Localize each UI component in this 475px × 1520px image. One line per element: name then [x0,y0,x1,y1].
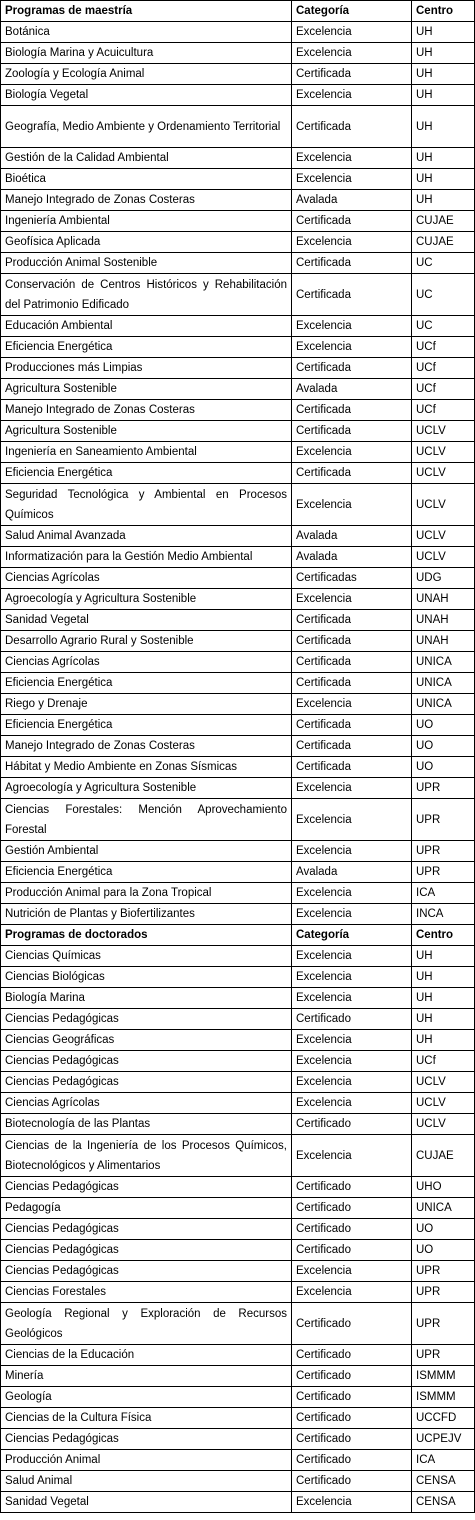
program-cell: Nutrición de Plantas y Biofertilizantes [1,904,292,925]
center-cell: UPR [412,1345,475,1366]
doctorates-header-row [1,925,475,946]
program-cell: Geología Regional y Exploración de Recursos Geológicos [1,1303,292,1345]
category-cell: Certificada [292,211,412,232]
category-cell: Certificado [292,1366,412,1387]
program-cell: Ciencias Forestales [1,1282,292,1303]
category-cell: Certificado [292,1429,412,1450]
category-cell: Excelencia [292,85,412,106]
center-cell: UCLV [412,547,475,568]
center-cell: UPR [412,862,475,883]
center-cell: UCLV [412,526,475,547]
program-cell: Producciones más Limpias [1,358,292,379]
center-cell: UH [412,64,475,85]
table-row [1,1429,475,1450]
table-row [1,1366,475,1387]
program-cell: Eficiencia Energética [1,673,292,694]
program-cell: Producción Animal [1,1450,292,1471]
program-cell: Manejo Integrado de Zonas Costeras [1,190,292,211]
category-cell: Certificada [292,64,412,85]
category-cell: Excelencia [292,988,412,1009]
center-cell: UC [412,316,475,337]
center-cell: UNAH [412,610,475,631]
center-cell: UCf [412,400,475,421]
table-row [1,211,475,232]
category-cell: Certificada [292,358,412,379]
program-cell: Sanidad Vegetal [1,1492,292,1513]
center-cell: UNICA [412,1198,475,1219]
table-row [1,1051,475,1072]
table-row [1,1303,475,1345]
table-row [1,694,475,715]
category-cell: Certificada [292,757,412,778]
program-cell: Geografía, Medio Ambiente y Ordenamiento Territorial [1,106,292,148]
category-cell: Avalada [292,547,412,568]
category-cell: Excelencia [292,442,412,463]
table-row [1,841,475,862]
table-row [1,421,475,442]
category-cell: Excelencia [292,904,412,925]
table-row [1,1345,475,1366]
center-cell: ISMMM [412,1387,475,1408]
program-cell: Minería [1,1366,292,1387]
program-cell: Ciencias Pedagógicas [1,1072,292,1093]
center-cell: UPR [412,799,475,841]
category-cell: Certificada [292,715,412,736]
program-cell: Educación Ambiental [1,316,292,337]
program-cell: Ciencias Agrícolas [1,568,292,589]
program-column-header: Programas de maestría [1,1,292,22]
program-cell: Botánica [1,22,292,43]
category-cell: Excelencia [292,316,412,337]
program-cell: Ciencias Biológicas [1,967,292,988]
category-cell: Certificado [292,1240,412,1261]
table-row [1,1261,475,1282]
center-cell: UNAH [412,589,475,610]
program-cell: Eficiencia Energética [1,862,292,883]
table-row [1,400,475,421]
center-cell: UO [412,736,475,757]
program-cell: Ciencias Forestales: Mención Aprovechamiento Forestal [1,799,292,841]
category-cell: Excelencia [292,589,412,610]
center-cell: UNICA [412,652,475,673]
center-cell: UH [412,190,475,211]
table-row [1,1009,475,1030]
category-cell: Certificado [292,1345,412,1366]
category-cell: Excelencia [292,967,412,988]
program-cell: Zoología y Ecología Animal [1,64,292,85]
category-cell: Certificada [292,253,412,274]
center-cell: UNICA [412,694,475,715]
center-cell: UDG [412,568,475,589]
table-row [1,1240,475,1261]
category-cell: Avalada [292,862,412,883]
table-row [1,169,475,190]
program-cell: Biología Vegetal [1,85,292,106]
category-cell: Excelencia [292,43,412,64]
center-cell: UCPEJV [412,1429,475,1450]
center-cell: CENSA [412,1471,475,1492]
category-cell: Certificado [292,1177,412,1198]
table-row [1,43,475,64]
center-cell: ICA [412,1450,475,1471]
program-cell: Ciencias de la Educación [1,1345,292,1366]
category-cell: Excelencia [292,1492,412,1513]
table-row [1,736,475,757]
category-column-header: Categoría [292,1,412,22]
table-row [1,64,475,85]
center-column-header: Centro [412,925,475,946]
category-cell: Certificado [292,1198,412,1219]
program-cell: Ciencias Pedagógicas [1,1009,292,1030]
program-cell: Ciencias Pedagógicas [1,1261,292,1282]
table-row [1,568,475,589]
table-row [1,1177,475,1198]
program-cell: Biología Marina y Acuicultura [1,43,292,64]
program-cell: Sanidad Vegetal [1,610,292,631]
center-cell: UH [412,85,475,106]
program-cell: Seguridad Tecnológica y Ambiental en Procesos Químicos [1,484,292,526]
table-row [1,379,475,400]
category-cell: Certificada [292,400,412,421]
center-cell: INCA [412,904,475,925]
category-cell: Certificado [292,1009,412,1030]
category-cell: Excelencia [292,778,412,799]
program-cell: Ciencias Agrícolas [1,1093,292,1114]
program-cell: Conservación de Centros Históricos y Rehabilitación del Patrimonio Edificado [1,274,292,316]
center-cell: UH [412,106,475,148]
category-cell: Excelencia [292,232,412,253]
table-row [1,1450,475,1471]
table-row [1,316,475,337]
table-row [1,1093,475,1114]
category-cell: Certificado [292,1219,412,1240]
program-cell: Ciencias Pedagógicas [1,1429,292,1450]
center-cell: UCf [412,358,475,379]
center-cell: UO [412,1240,475,1261]
table-row [1,883,475,904]
category-cell: Excelencia [292,148,412,169]
table-row [1,1492,475,1513]
center-cell: ICA [412,883,475,904]
center-cell: CUJAE [412,232,475,253]
programs-table-body [1,1,475,1513]
category-cell: Excelencia [292,883,412,904]
program-cell: Ciencias Pedagógicas [1,1177,292,1198]
table-row [1,547,475,568]
center-cell: CUJAE [412,211,475,232]
table-row [1,358,475,379]
table-row [1,904,475,925]
category-cell: Excelencia [292,484,412,526]
category-cell: Certificado [292,1471,412,1492]
table-row [1,610,475,631]
program-cell: Ciencias Geográficas [1,1030,292,1051]
table-row [1,148,475,169]
category-cell: Avalada [292,190,412,211]
center-cell: UH [412,1030,475,1051]
program-cell: Agricultura Sostenible [1,379,292,400]
program-cell: Producción Animal para la Zona Tropical [1,883,292,904]
program-cell: Ingeniería en Saneamiento Ambiental [1,442,292,463]
center-cell: UCf [412,1051,475,1072]
center-cell: UCLV [412,484,475,526]
program-cell: Ciencias de la Cultura Física [1,1408,292,1429]
center-cell: UCLV [412,442,475,463]
program-cell: Hábitat y Medio Ambiente en Zonas Sísmicas [1,757,292,778]
table-row [1,190,475,211]
category-cell: Certificado [292,1408,412,1429]
program-cell: Eficiencia Energética [1,337,292,358]
category-column-header: Categoría [292,925,412,946]
center-cell: UO [412,757,475,778]
program-cell: Eficiencia Energética [1,463,292,484]
table-row [1,1219,475,1240]
table-row [1,1072,475,1093]
table-row [1,22,475,43]
table-row [1,988,475,1009]
category-cell: Excelencia [292,1261,412,1282]
program-cell: Manejo Integrado de Zonas Costeras [1,736,292,757]
program-cell: Desarrollo Agrario Rural y Sostenible [1,631,292,652]
program-cell: Ciencias Pedagógicas [1,1240,292,1261]
center-cell: UCf [412,379,475,400]
category-cell: Excelencia [292,694,412,715]
category-cell: Excelencia [292,169,412,190]
category-cell: Avalada [292,526,412,547]
category-cell: Excelencia [292,1030,412,1051]
table-row [1,862,475,883]
program-cell: Ciencias Químicas [1,946,292,967]
category-cell: Excelencia [292,1135,412,1177]
table-row [1,274,475,316]
table-row [1,1135,475,1177]
table-row [1,946,475,967]
program-cell: Manejo Integrado de Zonas Costeras [1,400,292,421]
category-cell: Certificado [292,1114,412,1135]
program-cell: Salud Animal Avanzada [1,526,292,547]
center-cell: UH [412,43,475,64]
category-cell: Certificada [292,652,412,673]
table-row [1,631,475,652]
program-cell: Pedagogía [1,1198,292,1219]
category-cell: Certificado [292,1303,412,1345]
table-row [1,673,475,694]
center-cell: UCLV [412,421,475,442]
program-cell: Eficiencia Energética [1,715,292,736]
center-cell: UNAH [412,631,475,652]
category-cell: Certificada [292,463,412,484]
program-cell: Agricultura Sostenible [1,421,292,442]
table-row [1,463,475,484]
program-cell: Riego y Drenaje [1,694,292,715]
category-cell: Certificada [292,610,412,631]
center-cell: UCLV [412,1072,475,1093]
table-row [1,652,475,673]
center-cell: UCf [412,337,475,358]
program-cell: Salud Animal [1,1471,292,1492]
center-cell: UNICA [412,673,475,694]
category-cell: Excelencia [292,1282,412,1303]
table-row [1,1198,475,1219]
center-cell: UCLV [412,463,475,484]
category-cell: Excelencia [292,946,412,967]
program-cell: Ciencias Agrícolas [1,652,292,673]
category-cell: Excelencia [292,841,412,862]
table-row [1,757,475,778]
center-cell: UH [412,22,475,43]
category-cell: Certificada [292,421,412,442]
program-cell: Gestión de la Calidad Ambiental [1,148,292,169]
category-cell: Certificado [292,1450,412,1471]
category-cell: Certificada [292,274,412,316]
category-cell: Excelencia [292,1093,412,1114]
center-cell: UPR [412,1261,475,1282]
center-cell: UH [412,946,475,967]
center-cell: CENSA [412,1492,475,1513]
center-cell: UH [412,169,475,190]
center-cell: UH [412,967,475,988]
table-row [1,337,475,358]
center-cell: UH [412,1009,475,1030]
category-cell: Excelencia [292,1051,412,1072]
center-cell: UPR [412,1303,475,1345]
category-cell: Certificada [292,736,412,757]
table-row [1,232,475,253]
table-row [1,1030,475,1051]
table-row [1,799,475,841]
program-cell: Bioética [1,169,292,190]
center-cell: UO [412,715,475,736]
category-cell: Avalada [292,379,412,400]
program-cell: Geología [1,1387,292,1408]
masters-header-row [1,1,475,22]
program-cell: Ciencias de la Ingeniería de los Procesos Químicos, Biotecnológicos y Alimentarios [1,1135,292,1177]
program-cell: Agroecología y Agricultura Sostenible [1,778,292,799]
center-cell: UHO [412,1177,475,1198]
category-cell: Certificada [292,673,412,694]
category-cell: Certificada [292,631,412,652]
program-cell: Ciencias Pedagógicas [1,1219,292,1240]
program-cell: Informatización para la Gestión Medio Ambiental [1,547,292,568]
program-cell: Producción Animal Sostenible [1,253,292,274]
table-row [1,106,475,148]
center-cell: UCCFD [412,1408,475,1429]
category-cell: Excelencia [292,799,412,841]
category-cell: Excelencia [292,22,412,43]
table-row [1,1387,475,1408]
center-cell: UPR [412,1282,475,1303]
center-cell: UH [412,148,475,169]
center-cell: UC [412,274,475,316]
program-cell: Ciencias Pedagógicas [1,1051,292,1072]
program-cell: Gestión Ambiental [1,841,292,862]
center-cell: UPR [412,841,475,862]
category-cell: Certificadas [292,568,412,589]
table-row [1,1408,475,1429]
table-row [1,1114,475,1135]
center-cell: UPR [412,778,475,799]
table-row [1,1471,475,1492]
program-cell: Biotecnología de las Plantas [1,1114,292,1135]
table-row [1,715,475,736]
category-cell: Certificado [292,1387,412,1408]
center-cell: UH [412,988,475,1009]
program-column-header: Programas de doctorados [1,925,292,946]
program-cell: Ingeniería Ambiental [1,211,292,232]
table-row [1,442,475,463]
center-cell: CUJAE [412,1135,475,1177]
table-row [1,526,475,547]
program-cell: Geofísica Aplicada [1,232,292,253]
center-cell: UCLV [412,1093,475,1114]
category-cell: Excelencia [292,337,412,358]
table-row [1,253,475,274]
center-cell: UCLV [412,1114,475,1135]
category-cell: Certificada [292,106,412,148]
table-row [1,484,475,526]
center-column-header: Centro [412,1,475,22]
center-cell: ISMMM [412,1366,475,1387]
table-row [1,85,475,106]
table-row [1,778,475,799]
table-row [1,967,475,988]
center-cell: UC [412,253,475,274]
category-cell: Excelencia [292,1072,412,1093]
table-row [1,1282,475,1303]
table-row [1,589,475,610]
program-cell: Biología Marina [1,988,292,1009]
center-cell: UO [412,1219,475,1240]
program-cell: Agroecología y Agricultura Sostenible [1,589,292,610]
